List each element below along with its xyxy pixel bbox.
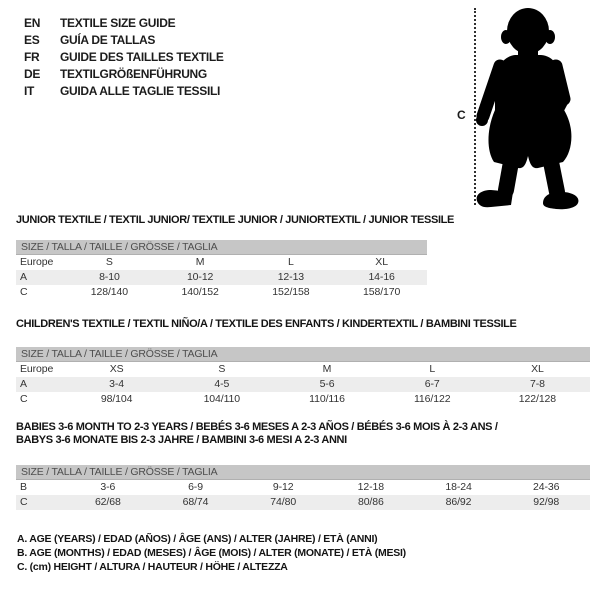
table-title-line: JUNIOR TEXTILE / TEXTIL JUNIOR/ TEXTILE JUNIOR / JUNIORTEXTIL / JUNIOR TESSILE	[16, 214, 455, 226]
table-row	[16, 285, 427, 300]
table-cell: 5-6	[319, 378, 335, 390]
language-row	[24, 83, 224, 100]
table-cell: M	[322, 363, 332, 375]
baby-silhouette	[473, 4, 600, 214]
table-cell: 18-24	[445, 481, 472, 493]
table-cell: 104/110	[203, 393, 241, 405]
table-cell: L	[429, 363, 436, 375]
table-cell: 92/98	[533, 496, 560, 508]
row-label: A	[20, 378, 27, 390]
footnote-line: C. (cm) HEIGHT / ALTURA / HAUTEUR / HÖHE / ALTEZZA	[17, 561, 288, 573]
table-row	[16, 495, 590, 510]
table-title	[16, 214, 454, 227]
language-code: EN	[24, 16, 41, 30]
table-cell: 140/152	[181, 286, 219, 298]
table-cell: 86/92	[445, 496, 472, 508]
footnote-line: B. AGE (MONTHS) / EDAD (MESES) / ÂGE (MOIS) / ALTER (MONATE) / ETÀ (MESI)	[17, 547, 406, 559]
size-table	[16, 347, 590, 407]
table-title-line: BABYS 3-6 MONATE BIS 2-3 JAHRE / BAMBINI 3-6 MESI A 2-3 ANNI	[16, 434, 347, 446]
table-row	[16, 270, 427, 285]
table-row	[16, 255, 427, 270]
table-size-header: SIZE / TALLA / TAILLE / GRÖSSE / TAGLIA	[16, 347, 590, 362]
guide-title: GUIDE DES TAILLES TEXTILE	[60, 50, 224, 64]
table-cell: 8-10	[99, 271, 120, 283]
language-row	[24, 15, 224, 32]
table-cell: 128/140	[90, 286, 128, 298]
language-row	[24, 32, 224, 49]
table-cell: 74/80	[270, 496, 297, 508]
language-code: IT	[24, 84, 35, 98]
table-title-line: BABIES 3-6 MONTH TO 2-3 YEARS / BEBÉS 3-6 MESES A 2-3 AÑOS / BÉBÉS 3-6 MOIS À 2-3 ANS /	[16, 421, 498, 433]
table-cell: 116/122	[413, 393, 451, 405]
table-cell: 7-8	[529, 378, 545, 390]
language-code: ES	[24, 33, 40, 47]
table-size-header: SIZE / TALLA / TAILLE / GRÖSSE / TAGLIA	[16, 465, 590, 480]
footnote-line: A. AGE (YEARS) / EDAD (AÑOS) / ÂGE (ANS) / ALTER (JAHRE) / ETÀ (ANNI)	[17, 533, 378, 545]
table-cell: 110/116	[309, 393, 345, 405]
height-measure-label: C	[457, 108, 466, 122]
footnotes	[17, 532, 406, 574]
table-row	[16, 362, 590, 377]
row-label: Europe	[20, 363, 54, 375]
table-cell: XS	[109, 363, 124, 375]
table-title-line: CHILDREN'S TEXTILE / TEXTIL NIÑO/A / TEXTILE DES ENFANTS / KINDERTEXTIL / BAMBINI TESSILE	[16, 318, 517, 330]
table-cell: XL	[531, 363, 544, 375]
table-row	[16, 377, 590, 392]
table-cell: 62/68	[94, 496, 121, 508]
row-label: Europe	[20, 256, 54, 268]
table-row	[16, 392, 590, 407]
row-label: A	[20, 271, 27, 283]
table-cell: 10-12	[186, 271, 214, 283]
row-label: C	[20, 286, 28, 298]
row-label: C	[20, 496, 28, 508]
table-size-header: SIZE / TALLA / TAILLE / GRÖSSE / TAGLIA	[16, 240, 427, 255]
table-cell: L	[288, 256, 294, 268]
table-cell: 80/86	[357, 496, 384, 508]
table-row	[16, 480, 590, 495]
table-cell: 6-7	[424, 378, 440, 390]
table-cell: 24-36	[533, 481, 560, 493]
language-code: FR	[24, 50, 40, 64]
table-cell: 4-5	[214, 378, 230, 390]
table-cell: 6-9	[188, 481, 203, 493]
table-cell: 122/128	[518, 393, 557, 405]
guide-title: TEXTILGRÖßENFÜHRUNG	[60, 67, 207, 81]
table-cell: S	[218, 363, 226, 375]
language-row	[24, 66, 224, 83]
table-cell: 14-16	[368, 271, 395, 283]
table-cell: 9-12	[272, 481, 294, 493]
table-cell: M	[195, 256, 205, 268]
table-cell: 152/158	[272, 286, 310, 298]
language-row	[24, 49, 224, 66]
table-cell: 12-18	[357, 481, 385, 493]
table-title	[16, 421, 498, 447]
table-cell: 68/74	[182, 496, 209, 508]
size-table	[16, 240, 427, 300]
guide-title: TEXTILE SIZE GUIDE	[60, 16, 176, 30]
table-cell: 3-4	[109, 378, 125, 390]
table-cell: 98/104	[100, 393, 133, 405]
row-label: B	[20, 481, 27, 493]
table-title	[16, 318, 517, 331]
table-cell: 12-13	[277, 271, 305, 283]
table-cell: XL	[375, 256, 388, 268]
row-label: C	[20, 393, 28, 405]
guide-title: GUIDA ALLE TAGLIE TESSILI	[60, 84, 221, 98]
table-cell: 3-6	[100, 481, 116, 493]
language-code: DE	[24, 67, 41, 81]
table-cell: 158/170	[362, 286, 401, 298]
table-cell: S	[105, 256, 113, 268]
size-table	[16, 465, 590, 510]
language-title-list	[24, 15, 224, 100]
guide-title: GUÍA DE TALLAS	[60, 33, 156, 47]
